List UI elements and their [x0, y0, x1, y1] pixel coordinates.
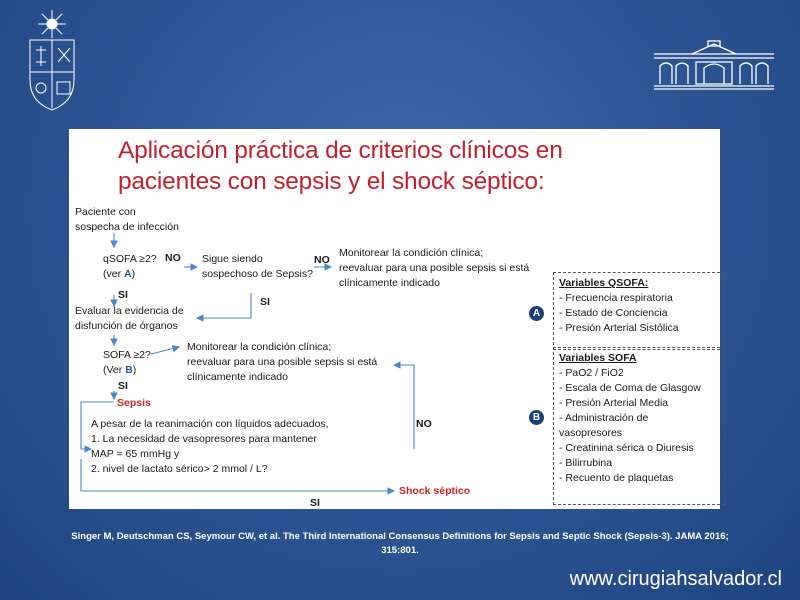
- si-label-3: SI: [118, 380, 128, 392]
- sepsis-label: Sepsis: [117, 397, 151, 409]
- monitor2-line-2: reevaluar para una posible sepsis si está: [187, 356, 378, 368]
- qsofa-question: qSOFA ≥2?: [103, 253, 157, 265]
- sofa-item: - Creatinina sérica o Diuresis: [559, 442, 694, 454]
- si-label-2: SI: [260, 296, 270, 308]
- pesar-line-3: MAP = 65 mmHg y: [91, 448, 180, 460]
- title-line-1: Aplicación práctica de criterios clínicos en: [118, 137, 563, 164]
- si-label-1: SI: [118, 289, 128, 301]
- sofa-ref: (Ver B): [103, 364, 137, 376]
- qsofa-item: - Presión Arterial Sistólica: [559, 322, 679, 334]
- monitor1-line-2: reevaluar para una posible sepsis si está: [339, 262, 530, 274]
- si-label-4: SI: [310, 497, 320, 509]
- sigue-label-2: sospechoso de Sepsis?: [202, 268, 313, 280]
- university-crest-logo: [26, 10, 78, 112]
- pesar-line-4: 2. nivel de lactato sérico> 2 mmol / L?: [91, 463, 268, 475]
- sofa-item: - Recuento de plaquetas: [559, 472, 674, 484]
- hospital-building-logo: [652, 40, 776, 90]
- sofa-ref-letter: B: [125, 364, 133, 376]
- sofa-variables-box: [553, 347, 725, 505]
- no-label-1: NO: [165, 252, 181, 264]
- qsofa-variables-box: [553, 272, 725, 350]
- marker-a-badge: A: [529, 306, 544, 321]
- slide-card: [69, 129, 720, 509]
- no-label-3: NO: [416, 418, 432, 430]
- sofa-item: - Bilirrubina: [559, 457, 613, 469]
- title-line-2: pacientes con sepsis y el shock séptico:: [118, 168, 545, 195]
- shock-septico-label: Shock séptico: [399, 485, 471, 497]
- qsofa-ref-letter: A: [124, 268, 132, 280]
- qsofa-item: - Frecuencia respiratoria: [559, 292, 673, 304]
- qsofa-item: - Estado de Conciencia: [559, 307, 668, 319]
- pesar-line-2: 1. La necesidad de vasopresores para mantener: [91, 433, 317, 445]
- monitor1-line-1: Monitorear la condición clínica;: [339, 247, 484, 259]
- sofa-box-title: Variables SOFA: [559, 352, 637, 364]
- sofa-question: SOFA ≥2?: [103, 349, 151, 361]
- sofa-item: - Presión Arterial Media: [559, 397, 669, 409]
- arrow-sofa-to-monitor: [151, 347, 179, 354]
- marker-b-badge: B: [529, 410, 544, 425]
- pesar-line-1: A pesar de la reanimación con líquidos adecuados,: [91, 418, 329, 430]
- sofa-item: vasopresores: [559, 427, 623, 439]
- evaluar-label-2: disfunción de órganos: [75, 320, 178, 332]
- no-label-2: NO: [314, 254, 330, 266]
- qsofa-ref: (ver A): [103, 268, 136, 280]
- sigue-label-1: Sigue siendo: [202, 253, 263, 265]
- paciente-label-2: sospecha de infección: [75, 221, 179, 233]
- arrow-no3: [394, 365, 414, 449]
- monitor2-line-3: clínicamente indicado: [187, 371, 288, 383]
- sofa-item: - Escala de Coma de Glasgow: [559, 382, 701, 394]
- paciente-label-1: Paciente con: [75, 206, 136, 218]
- sofa-item: - Administración de: [559, 412, 649, 424]
- monitor1-line-3: clínicamente indicado: [339, 277, 440, 289]
- qsofa-box-title: Variables QSOFA:: [559, 277, 649, 289]
- monitor2-line-1: Monitorear la condición clínica;: [187, 341, 332, 353]
- arrow-si2: [197, 293, 251, 318]
- evaluar-label-1: Evaluar la evidencia de: [75, 305, 184, 317]
- website-url: www.cirugiahsalvador.cl: [569, 568, 782, 590]
- sofa-item: - PaO2 / FiO2: [559, 367, 624, 379]
- reference-citation: Singer M, Deutschman CS, Seymour CW, et al. The Third International Consensus Definitions for Sepsis and Septic Shock (Sepsis-3). JAMA 2016; 315:801.: [71, 531, 729, 556]
